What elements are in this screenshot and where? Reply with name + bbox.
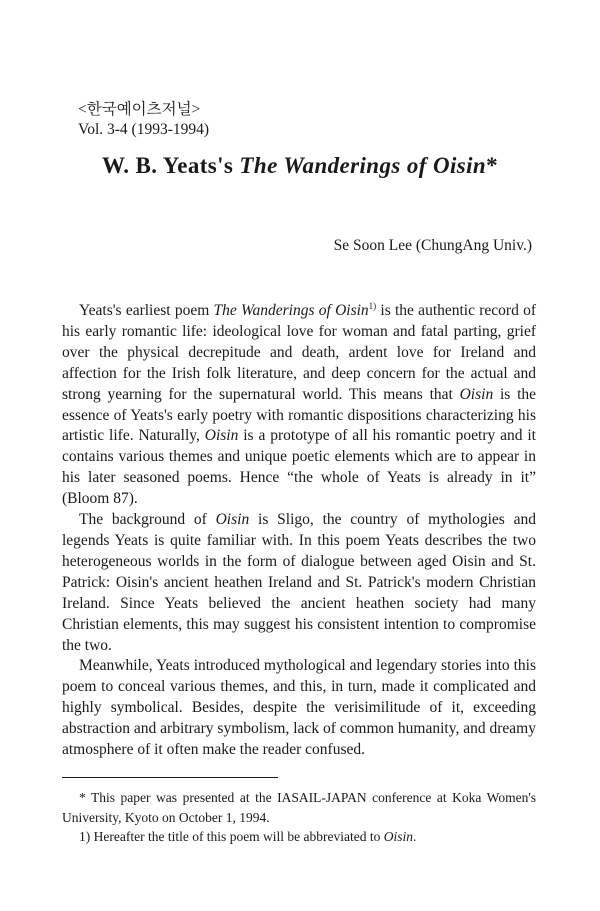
title-prefix: W. B. Yeats's (101, 153, 240, 178)
journal-name: <한국예이츠저널> (78, 101, 201, 118)
footnote-divider (62, 777, 278, 778)
footnote-ref-1: 1) (368, 301, 377, 311)
p1-oisin-1: Oisin (459, 385, 494, 403)
body-text (62, 301, 536, 761)
footnote-1 (62, 827, 536, 847)
author-line: Se Soon Lee (ChungAng Univ.) (333, 237, 532, 254)
p2-text-a: The background of (79, 511, 216, 529)
paper-title (0, 153, 600, 179)
p1-text-b: is the authentic record of his early romantic life: ideological love for woman and fatal parting, grief over the physical decrepitude and death, ardent love for Ireland and affection for the Irish folk literature, and deep concern for the actual and strong yearning for the supernatural world. This means that (62, 302, 536, 403)
volume-info: Vol. 3-4 (1993-1994) (78, 121, 210, 138)
p2-oisin: Oisin (215, 511, 250, 529)
footnote-star: * This paper was presented at the IASAIL-JAPAN conference at Koka Women's University, Kyoto on October 1, 1994. (62, 790, 536, 825)
footnotes (62, 788, 536, 847)
p1-oisin-2: Oisin (204, 427, 239, 445)
paragraph-2 (62, 510, 536, 656)
title-footnote-mark: * (486, 153, 499, 178)
footnote-1-oisin: Oisin (383, 829, 414, 844)
footnote-1-period: . (413, 829, 417, 844)
p2-text-b: is Sligo, the country of mythologies and legends Yeats is quite familiar with. In this poem Yeats describes the two heterogeneous worlds in the form of dialogue between aged Oisin and St. Patrick: Oisin's ancient heathen Ireland and St. Patrick's modern Christian Ireland. Since Yeats believed the ancient heathen society had many Christian elements, this may suggest his consistent intention to compromise the two. (62, 511, 536, 654)
paragraph-1 (62, 301, 536, 510)
footnote-1-text: 1) Hereafter the title of this poem will be abbreviated to (79, 829, 384, 844)
title-italic: The Wanderings of Oisin (239, 153, 487, 178)
p1-text-d: is a prototype of all his romantic poetry and it contains various themes and unique poetic elements which are to appear in his later seasoned poems. Hence “the whole of Yeats is already in it” (Bloom 87). (62, 427, 536, 508)
p1-poem-title: The Wanderings of Oisin (213, 302, 369, 319)
journal-header (78, 100, 209, 140)
p1-text-c: is the essence of Yeats's early poetry with romantic dispositions characterizing his artistic life. Naturally, (62, 385, 537, 445)
p1-text-a: Yeats's earliest poem (79, 302, 214, 319)
paragraph-3: Meanwhile, Yeats introduced mythological and legendary stories into this poem to conceal various themes, and this, in turn, made it complicated and highly symbolical. Besides, despite the verisimilitude of it, exceeding abstraction and arbitrary symbolism, lack of common humanity, and dreamy atmosphere of it often make the reader confused. (62, 657, 536, 759)
